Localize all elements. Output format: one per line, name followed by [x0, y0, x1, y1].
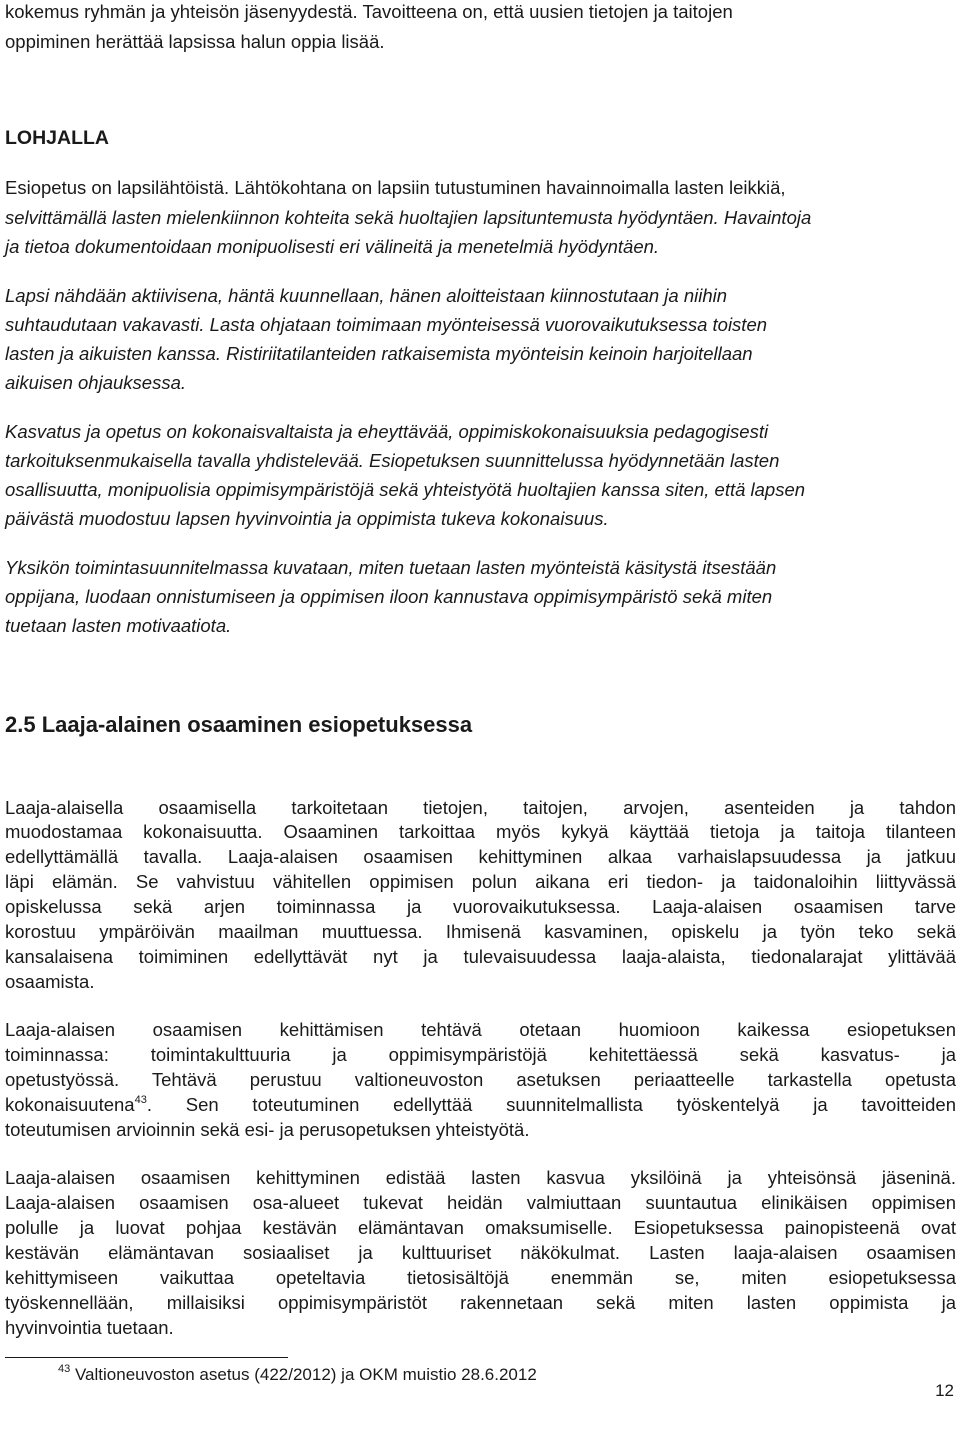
- footnote-mark: 43: [58, 1363, 71, 1375]
- footnote-separator: [5, 1357, 288, 1358]
- paragraph-line: Kasvatus ja opetus on kokonaisvaltaista ja eheyttävää, oppimiskokonaisuuksia pedagogisesti: [5, 421, 769, 442]
- paragraph-line: osaamista.: [5, 971, 95, 992]
- text-span: . Sen toteutuminen edellyttää suunnitelmallista työskentelyä ja tavoitteiden: [146, 1094, 956, 1115]
- paragraph-line: Esiopetus on lapsilähtöistä. Lähtökohtana on lapsiin tutustuminen havainnoimalla lasten leikkiä,: [5, 177, 786, 198]
- paragraph-line: kansalaisena toimiminen edellyttävät nyt ja tulevaisuudessa laaja-alaista, tiedonalarajat ylittävää: [5, 946, 956, 967]
- paragraph-line: ja tietoa dokumentoidaan monipuolisesti eri välineitä ja menetelmiä hyödyntäen.: [5, 236, 660, 257]
- lohja-heading: LOHJALLA: [5, 127, 109, 149]
- paragraph-line: opetustyössä. Tehtävä perustuu valtioneuvoston asetuksen periaatteelle tarkastella opetusta: [5, 1069, 956, 1090]
- paragraph-line: toiminnassa: toimintakulttuuria ja oppimisympäristöjä kehitettäessä sekä kasvatus- ja: [5, 1044, 956, 1065]
- paragraph-line: kehittymiseen vaikuttaa opeteltavia tietosisältöjä enemmän se, miten esiopetuksessa: [5, 1267, 956, 1288]
- paragraph-line: kestävän elämäntavan sosiaaliset ja kulttuuriset näkökulmat. Lasten laaja-alaisen osaamisen: [5, 1242, 956, 1263]
- paragraph-line: oppijana, luodaan onnistumiseen ja oppimisen iloon kannustava oppimisympäristö sekä miten: [5, 586, 773, 607]
- paragraph-line: polulle ja luovat pohjaa kestävän elämäntavan omaksumiselle. Esiopetuksessa painopisteenä ovat: [5, 1217, 956, 1238]
- paragraph-line: opiskelussa sekä arjen toiminnassa ja vuorovaikutuksessa. Laaja-alaisen osaamisen tarve: [5, 896, 956, 917]
- paragraph-line: Laaja-alaisella osaamisella tarkoitetaan tietojen, taitojen, arvojen, asenteiden ja tahdon: [5, 797, 956, 818]
- paragraph-line: [5, 1093, 956, 1117]
- paragraph-line: Laaja-alaisen osaamisen kehittämisen tehtävä otetaan huomioon kaikessa esiopetuksen: [5, 1019, 956, 1040]
- paragraph-line: toteutumisen arvioinnin sekä esi- ja perusopetuksen yhteistyötä.: [5, 1119, 530, 1140]
- paragraph-line: lasten ja aikuisten kanssa. Ristiriitatilanteiden ratkaisemista myönteisin keinoin harjoitellaan: [5, 343, 753, 364]
- page-number: 12: [935, 1381, 954, 1400]
- paragraph-line: läpi elämän. Se vahvistuu vähitellen oppimisen polun aikana eri tiedon- ja taidonaloihin liittyvässä: [5, 871, 956, 892]
- footnote-text: Valtioneuvoston asetus (422/2012) ja OKM muistio 28.6.2012: [74, 1365, 537, 1384]
- paragraph-line: suhtaudutaan vakavasti. Lasta ohjataan toimimaan myönteisessä vuorovaikutuksessa toisten: [5, 314, 768, 335]
- footnote: [58, 1364, 537, 1386]
- paragraph-line: päivästä muodostuu lapsen hyvinvointia ja oppimista tukeva kokonaisuus.: [5, 508, 609, 529]
- paragraph-line: selvittämällä lasten mielenkiinnon kohteita sekä huoltajien lapsituntemusta hyödyntäen. Havaintoja: [5, 207, 812, 228]
- paragraph-line: Laaja-alaisen osaamisen kehittyminen edistää lasten kasvua yksilöinä ja yhteisönsä jäseninä.: [5, 1167, 956, 1188]
- section-heading: 2.5 Laaja-alainen osaaminen esiopetuksessa: [5, 712, 473, 737]
- intro-line: oppiminen herättää lapsissa halun oppia lisää.: [5, 31, 385, 52]
- paragraph-line: tuetaan lasten motivaatiota.: [5, 615, 232, 636]
- paragraph-line: hyvinvointia tuetaan.: [5, 1317, 174, 1338]
- paragraph-line: Lapsi nähdään aktiivisena, häntä kuunnellaan, hänen aloitteistaan kiinnostutaan ja niihin: [5, 285, 728, 306]
- text-span: kokonaisuutena: [5, 1094, 135, 1115]
- paragraph-line: Laaja-alaisen osaamisen osa-alueet tukevat heidän valmiuttaan suuntautua elinikäisen oppimisen: [5, 1192, 956, 1213]
- paragraph-line: työskennellään, millaisiksi oppimisympäristöt rakennetaan sekä miten lasten oppimista ja: [5, 1292, 956, 1313]
- paragraph-line: edellyttämällä tavalla. Laaja-alaisen osaamisen kehittyminen alkaa varhaislapsuudessa ja jatkuu: [5, 846, 956, 867]
- paragraph-line: Yksikön toimintasuunnitelmassa kuvataan, miten tuetaan lasten myönteistä käsitystä itsestään: [5, 557, 777, 578]
- paragraph-line: korostuu ympäröivän maailman muuttuessa. Ihmisenä kasvaminen, opiskelu ja työn teko sekä: [5, 921, 956, 942]
- footnote-reference[interactable]: 43: [134, 1094, 147, 1106]
- paragraph-line: muodostamaa kokonaisuutta. Osaaminen tarkoittaa myös kykyä käyttää tietoja ja taitoja tilanteen: [5, 821, 956, 842]
- paragraph-line: osallisuutta, monipuolisia oppimisympäristöjä sekä yhteistyötä huoltajien kanssa siten, että lapsen: [5, 479, 806, 500]
- paragraph-line: tarkoituksenmukaisella tavalla yhdistelevää. Esiopetuksen suunnittelussa hyödynnetään lasten: [5, 450, 780, 471]
- paragraph-line: aikuisen ohjauksessa.: [5, 372, 186, 393]
- intro-line: kokemus ryhmän ja yhteisön jäsenyydestä. Tavoitteena on, että uusien tietojen ja taitojen: [5, 1, 733, 22]
